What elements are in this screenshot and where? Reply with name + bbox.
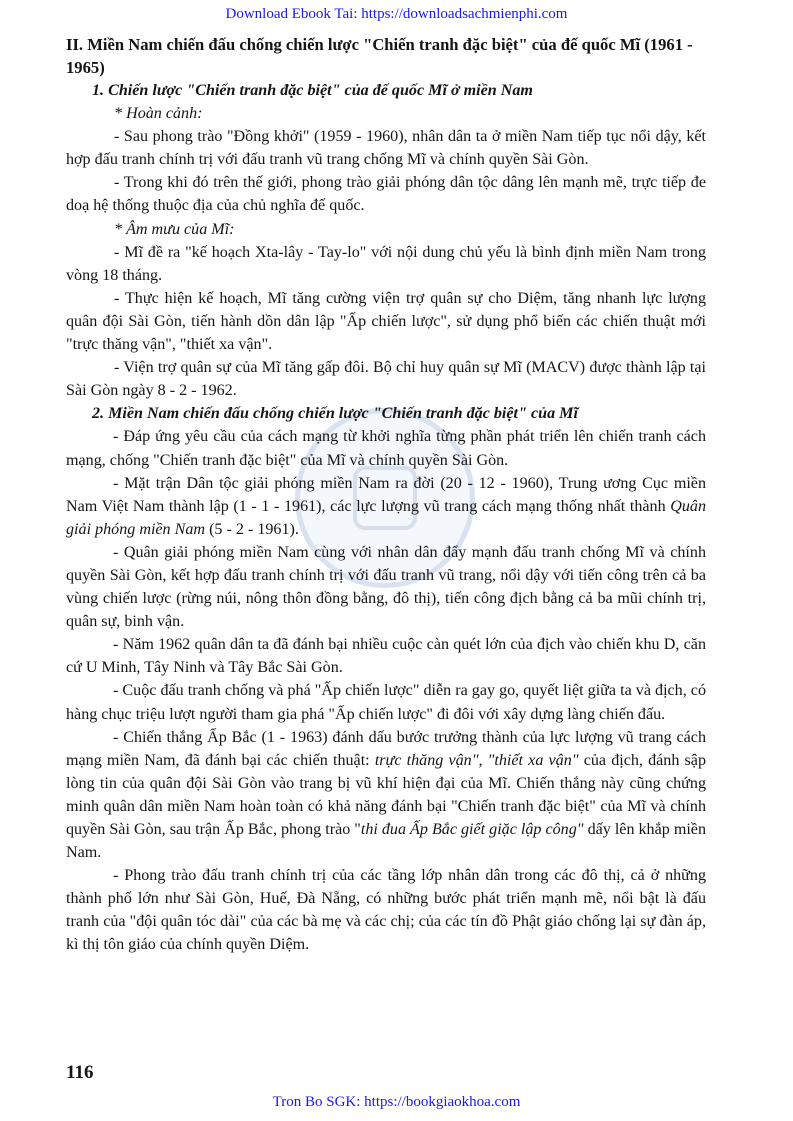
page-number: 116 — [66, 1062, 94, 1083]
hoan-canh-label: * Hoàn cảnh: — [114, 105, 203, 123]
text-run: của địch, đánh sập lòng tin của quân đội Sài Gòn vào trang bị vũ khí hiện đại của Mĩ. Chiến thắng này cũng chứng minh quân dân miền Nam hoàn toàn có khả năng đánh bại "Chiến tranh đặc biệt" của Mĩ và chính quyền Sài Gòn, sau trận Ấp Bắc, phong trào " — [66, 751, 707, 838]
italic-term: thi đua Ấp Bắc giết giặc lập công" — [360, 821, 584, 838]
paragraph — [66, 472, 706, 541]
am-muu-label: * Âm mưu của Mĩ: — [114, 220, 235, 238]
italic-term: Quân giải phóng miền Nam — [66, 497, 707, 538]
text-run: - Mặt trận Dân tộc giải phóng miền Nam ra đời (20 - 12 - 1960), Trung ương Cục miền Nam Việt Nam thành lập (1 - 1 - 1961), các lực lượng vũ trang cách mạng thống nhất thành — [66, 474, 706, 515]
paragraph: - Thực hiện kế hoạch, Mĩ tăng cường viện trợ quân sự cho Diệm, tăng nhanh lực lượng quân đội Sài Gòn, tiến hành dồn dân lập "Ấp chiến lược", sử dụng phổ biến các chiến thuật mới "trực thăng vận", "thiết xa vận". — [66, 289, 706, 354]
italic-term: trực thăng vận", "thiết xa vận" — [374, 751, 579, 769]
subsection-1-title: 1. Chiến lược "Chiến tranh đặc biệt" của đế quốc Mĩ ở miền Nam — [92, 82, 533, 99]
text-run: (5 - 2 - 1961). — [209, 520, 299, 538]
subsection-2-title: 2. Miền Nam chiến đấu chống chiến lược "Chiến tranh đặc biệt" của Mĩ — [92, 405, 578, 423]
text-run: dấy lên khắp miền Nam. — [66, 821, 706, 862]
footer-sgk-link[interactable]: Tron Bo SGK: https://bookgiaokhoa.com — [272, 1094, 521, 1110]
text-run: - Chiến thắng Ấp Bắc (1 - 1963) đánh dấu bước trưởng thành của lực lượng vũ trang cách mạng miền Nam, đã đánh bại các chiến thuật: — [66, 728, 706, 769]
paragraph: - Cuộc đấu tranh chống và phá "Ấp chiến lược" diễn ra gay go, quyết liệt giữa ta và địch, có hàng chục triệu lượt người tham gia phá "Ấp chiến lược" đi đôi với xây dựng làng chiến đấu. — [66, 682, 706, 723]
section-title: II. Miền Nam chiến đấu chống chiến lược "Chiến tranh đặc biệt" của đế quốc Mĩ (1961 - 1965) — [66, 35, 693, 77]
paragraph: - Viện trợ quân sự của Mĩ tăng gấp đôi. Bộ chỉ huy quân sự Mĩ (MACV) được thành lập tại Sài Gòn ngày 8 - 2 - 1962. — [66, 359, 706, 400]
paragraph: - Đáp ứng yêu cầu của cách mạng từ khởi nghĩa từng phần phát triển lên chiến tranh cách mạng, chống "Chiến tranh đặc biệt" của Mĩ và chính quyền Sài Gòn. — [66, 428, 706, 469]
header-download-link[interactable]: Download Ebook Tai: https://downloadsachmienphi.com — [225, 6, 568, 22]
paragraph: - Trong khi đó trên thế giới, phong trào giải phóng dân tộc dâng lên mạnh mẽ, trực tiếp đe doạ hệ thống thuộc địa của chủ nghĩa đế quốc. — [66, 174, 706, 215]
paragraph: - Sau phong trào "Đồng khởi" (1959 - 1960), nhân dân ta ở miền Nam tiếp tục nổi dậy, kết hợp đấu tranh chính trị với đấu tranh vũ trang chống Mĩ và chính quyền Sài Gòn. — [66, 128, 706, 169]
paragraph — [66, 726, 706, 865]
paragraph: - Mĩ đề ra "kế hoạch Xta-lây - Tay-lo" với nội dung chủ yếu là bình định miền Nam trong vòng 18 tháng. — [66, 243, 706, 284]
paragraph: - Phong trào đấu tranh chính trị của các tầng lớp nhân dân trong các đô thị, cả ở những thành phố lớn như Sài Gòn, Huế, Đà Nẵng, có những bước phát triển mạnh mẽ, nổi bật là đấu tranh của "đội quân tóc dài" của các bà mẹ và các chị; của các tín đồ Phật giáo chống lại sự đàn áp, kì thị tôn giáo của chính quyền Diệm. — [66, 867, 706, 954]
page-content — [66, 34, 706, 957]
paragraph: - Quân giải phóng miền Nam cùng với nhân dân đẩy mạnh đấu tranh chống Mĩ và chính quyền Sài Gòn, kết hợp đấu tranh chính trị với đấu tranh vũ trang, nổi dậy với tiến công trên cả ba vùng chiến lược (rừng núi, nông thôn đồng bằng, đô thị), tiến công địch bằng cả ba mũi chính trị, quân sự, binh vận. — [66, 543, 706, 631]
paragraph: - Năm 1962 quân dân ta đã đánh bại nhiều cuộc càn quét lớn của địch vào chiến khu D, căn cứ U Minh, Tây Ninh và Tây Bắc Sài Gòn. — [66, 636, 706, 677]
